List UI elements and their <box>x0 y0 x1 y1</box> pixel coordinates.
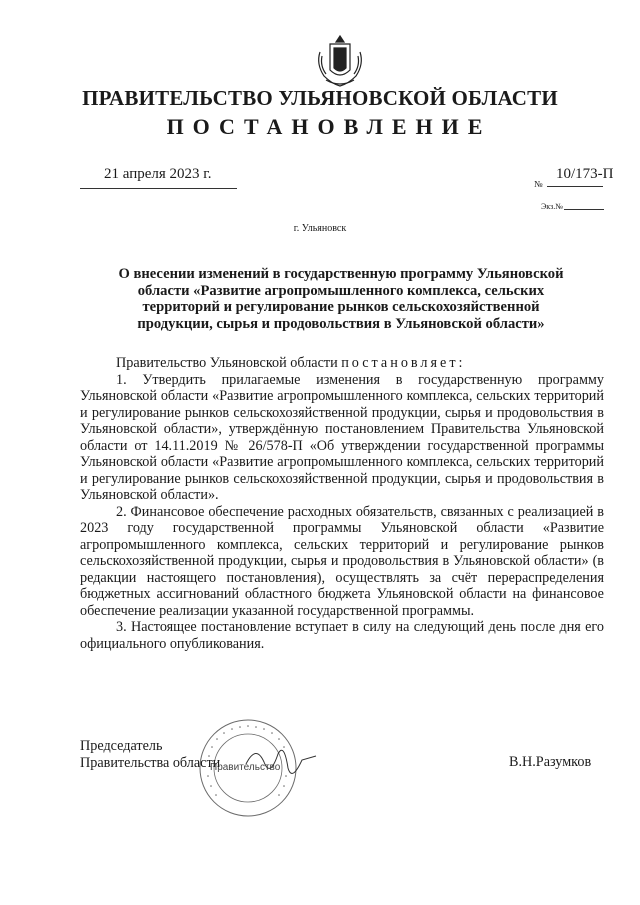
document-body <box>80 355 604 652</box>
coat-of-arms-emblem <box>312 30 368 90</box>
document-number: 10/173-П <box>556 166 614 182</box>
number-label: № <box>534 179 543 189</box>
government-title: ПРАВИТЕЛЬСТВО УЛЬЯНОВСКОЙ ОБЛАСТИ <box>82 86 558 110</box>
signatory-position <box>80 738 220 772</box>
document-type: ПОСТАНОВЛЕНИЕ <box>166 114 492 139</box>
copy-number-underline <box>564 209 604 210</box>
paragraph-3: 3. Настоящее постановление вступает в силу на следующий день после дня его официального опубликования. <box>80 619 604 652</box>
number-underline <box>547 186 603 187</box>
document-date: 21 апреля 2023 г. <box>104 166 212 182</box>
paragraph-1: 1. Утвердить прилагаемые изменения в государственную программу Ульяновской области «Развитие агропромышленного комплекса, сельских территорий и регулирование рынков сельскохозяйственной продукции, сырья и продовольствия в Ульяновской области», утверждённую постановлением Правительства Ульяновской области от 14.11.2019 № 26/578-П «Об утверждении государственной программы Ульяновской области «Развитие агропромышленного комплекса, сельских территорий и регулирование рынков сельскохозяйственной продукции, сырья и продовольствия в Ульяновской области». <box>80 371 604 503</box>
signatory-name: В.Н.Разумков <box>509 754 592 770</box>
date-underline <box>80 188 237 189</box>
handwritten-signature <box>226 734 346 794</box>
position-line-1: Председатель <box>80 738 163 754</box>
intro-text: Правительство Ульяновской области <box>116 355 342 371</box>
document-subject: О внесении изменений в государственную программу Ульяновской области «Развитие агропромышленного комплекса, сельских территорий и регулирование рынков сельскохозяйственной продукции, сырья и продовольствия в Ульяновской области» <box>118 266 564 332</box>
intro-decree-word: постановляет: <box>341 355 466 371</box>
intro-paragraph <box>80 355 604 372</box>
stamp-text: Правительство <box>210 762 281 773</box>
paragraph-2: 2. Финансовое обеспечение расходных обязательств, связанных с реализацией в 2023 году государственной программы Ульяновской области «Развитие агропромышленного комплекса, сельских территорий и регулирование рынков сельскохозяйственной продукции, сырья и продовольствия в Ульяновской области» (в редакции настоящего постановления), осуществлять за счёт перераспределения бюджетных ассигнований областного бюджета Ульяновской области на финансовое обеспечение реализации указанной государственной программы. <box>80 503 604 619</box>
copy-number-label: Экз.№ <box>541 202 563 211</box>
city: г. Ульяновск <box>293 223 347 234</box>
position-line-2: Правительства области <box>80 755 221 771</box>
